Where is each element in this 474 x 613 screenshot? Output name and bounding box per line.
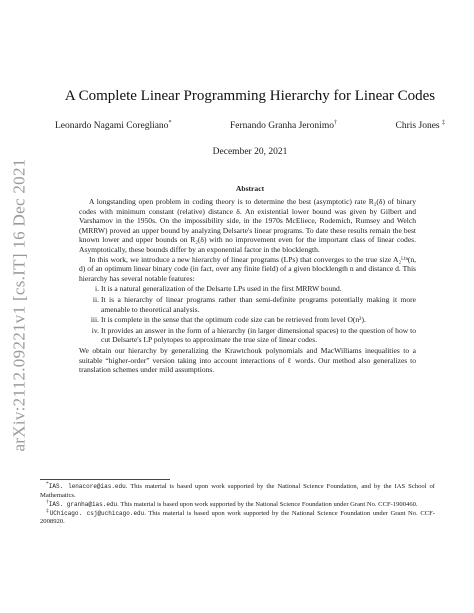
paper-date: December 20, 2021 <box>212 147 288 157</box>
footnote <box>40 507 436 527</box>
author <box>396 121 445 131</box>
feature-item <box>79 295 416 314</box>
feature-text: It provides an answer in the form of a hierarchy (in larger dimensional spaces) to the question of how to cut Delsarte's LP polytopes to approximate the true size of linear codes. <box>101 325 416 345</box>
feature-number: iii. <box>90 315 99 325</box>
footnote-text: . This material is based upon work supported by the National Science Foundation under Grant No. CCF-2008920. <box>40 509 436 525</box>
author-mark: † <box>333 119 337 126</box>
feature-item <box>79 315 416 325</box>
arxiv-stamp-text: arXiv:2112.09221v1 [cs.IT] 16 Dec 2021 <box>10 158 30 452</box>
feature-text: It is complete in the sense that the optimum code size can be retrieved from level O(n²). <box>101 315 366 325</box>
author-name: Fernando Granha Jeronimo <box>230 121 334 131</box>
feature-list <box>79 284 416 345</box>
author-name: Leonardo Nagami Coregliano <box>55 121 169 131</box>
author <box>55 121 171 131</box>
paper-title: A Complete Linear Programming Hierarchy for Linear Codes <box>64 88 436 104</box>
author-mark: ‡ <box>442 119 445 126</box>
feature-number: iv. <box>91 325 99 335</box>
feature-number: i. <box>95 284 99 294</box>
author-mark: * <box>168 119 172 126</box>
footnotes <box>40 480 436 527</box>
arxiv-stamp <box>2 150 38 460</box>
feature-item <box>79 326 416 345</box>
footnote-email: IAS. lenacore@ias.edu <box>48 483 126 490</box>
footnote-text: . This material is based upon work supported by the National Science Foundation under Grant No. CCF-1900460. <box>117 500 418 508</box>
footnote <box>40 498 435 510</box>
feature-text: It is a hierarchy of linear programs rather than semi-definite programs potentially making it more amenable to theoretical analysis. <box>101 294 416 314</box>
author-list <box>55 121 445 131</box>
footnote-text: . This material is based upon work supported by the National Science Foundation, and by the IAS School of Mathematics. <box>40 483 435 499</box>
footnote-mark: † <box>46 498 49 505</box>
abstract-heading: Abstract <box>235 184 265 193</box>
author-name: Chris Jones <box>395 121 440 131</box>
author <box>230 121 337 131</box>
footnote-email: UChicago. csj@uchicago.edu <box>49 509 145 517</box>
feature-text: It is a natural generalization of the Delsarte LPs used in the first MRRW bound. <box>101 284 342 294</box>
footnote-email: IAS. granha@ias.edu <box>48 500 118 508</box>
footnote <box>40 480 435 500</box>
footnote-mark: ‡ <box>46 507 50 514</box>
abstract-paragraph: A longstanding open problem in coding theory is to determine the best (asymptotic) rate R₂(δ) of binary codes with minimum constant (relative) distance δ. An existential lower bound was given by Gilbert and Varshamov in the 1950s. On the impossibility side, in the 1970s McEliece, Rodemich, Rumsey and Welch (MRRW) proved an upper bound by analyzing Delsarte's linear programs. To date these results remain the best known lower and upper bounds on R₂(δ) with no improvement even for the important class of linear codes. Asymptotically, these bounds differ by an exponential factor in the blocklength. <box>79 197 416 254</box>
feature-item <box>79 284 416 294</box>
footnote-rule <box>40 479 170 480</box>
abstract-body <box>79 197 416 375</box>
feature-number: ii. <box>92 294 99 304</box>
abstract-paragraph: In this work, we introduce a new hierarchy of linear programs (LPs) that converges to the true size A₂ᴸⁱⁿ(n, d) of an optimum linear binary code (in fact, over any finite field) of a given blocklength n and distance d. This hierarchy has several notable features: <box>79 254 416 283</box>
abstract-paragraph: We obtain our hierarchy by generalizing the Krawtchouk polynomials and MacWilliams inequalities to a suitable “higher-order” version taking into account interactions of ℓ words. Our method also generalizes to translation schemes under mild assumptions. <box>79 345 416 375</box>
footnote-mark: * <box>46 480 49 487</box>
